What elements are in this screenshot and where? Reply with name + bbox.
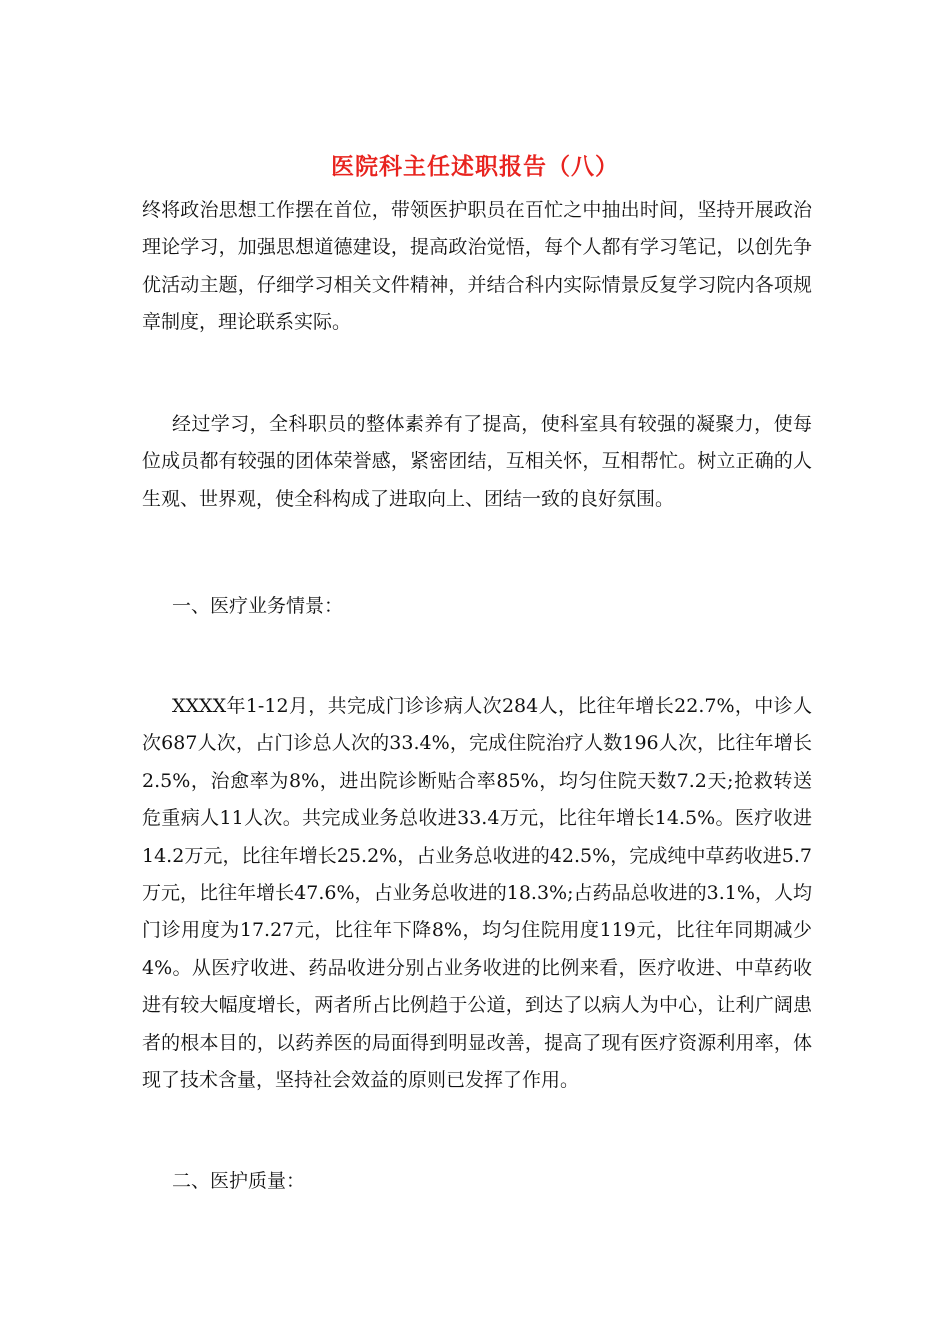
- paragraph-medical-statistics: XXXX年1-12月，共完成门诊诊病人次284人，比往年增长22.7%，中诊人次687人次，占门诊总人次的33.4%，完成住院治疗人数196人次，比往年增长2.5%，治愈率为8%，进出院诊断贴合率85%，均匀住院天数7.2天;抢救转送危重病人11人次。共完成业务总收进33.4万元，比往年增长14.5%。医疗收进14.2万元，比往年增长25.2%，占业务总收进的42.5%，完成纯中草药收进5.7万元，比往年增长47.6%，占业务总收进的18.3%;占药品总收进的3.1%，人均门诊用度为17.27元，比往年下降8%，均匀住院用度119元，比往年同期减少4%。从医疗收进、药品收进分别占业务收进的比例来看，医疗收进、中草药收进有较大幅度增长，两者所占比例趋于公道，到达了以病人为中心，让利广阔患者的根本目的，以药养医的局面得到明显改善，提高了现有医疗资源利用率，体现了技术含量，坚持社会效益的原则已发挥了作用。: [142, 695, 812, 1092]
- document-title: 医院科主任述职报告（八）: [331, 153, 619, 180]
- paragraph-political-study: 终将政治思想工作摆在首位，带领医护职员在百忙之中抽出时间，坚持开展政治理论学习，加强思想道德建设，提高政治觉悟，每个人都有学习笔记，以创先争优活动主题，仔细学习相关文件精神，并结合科内实际情景反复学习院内各项规章制度，理论联系实际。: [142, 199, 812, 334]
- section-heading-medical-business: 一、医疗业务情景：: [172, 595, 344, 617]
- paragraph-study-results: 经过学习，全科职员的整体素养有了提高，使科室具有较强的凝聚力，使每位成员都有较强的团体荣誉感，紧密团结，互相关怀，互相帮忙。树立正确的人生观、世界观，使全科构成了进取向上、团结一致的良好氛围。: [142, 413, 812, 510]
- section-heading-nursing-quality: 二、医护质量：: [172, 1170, 306, 1192]
